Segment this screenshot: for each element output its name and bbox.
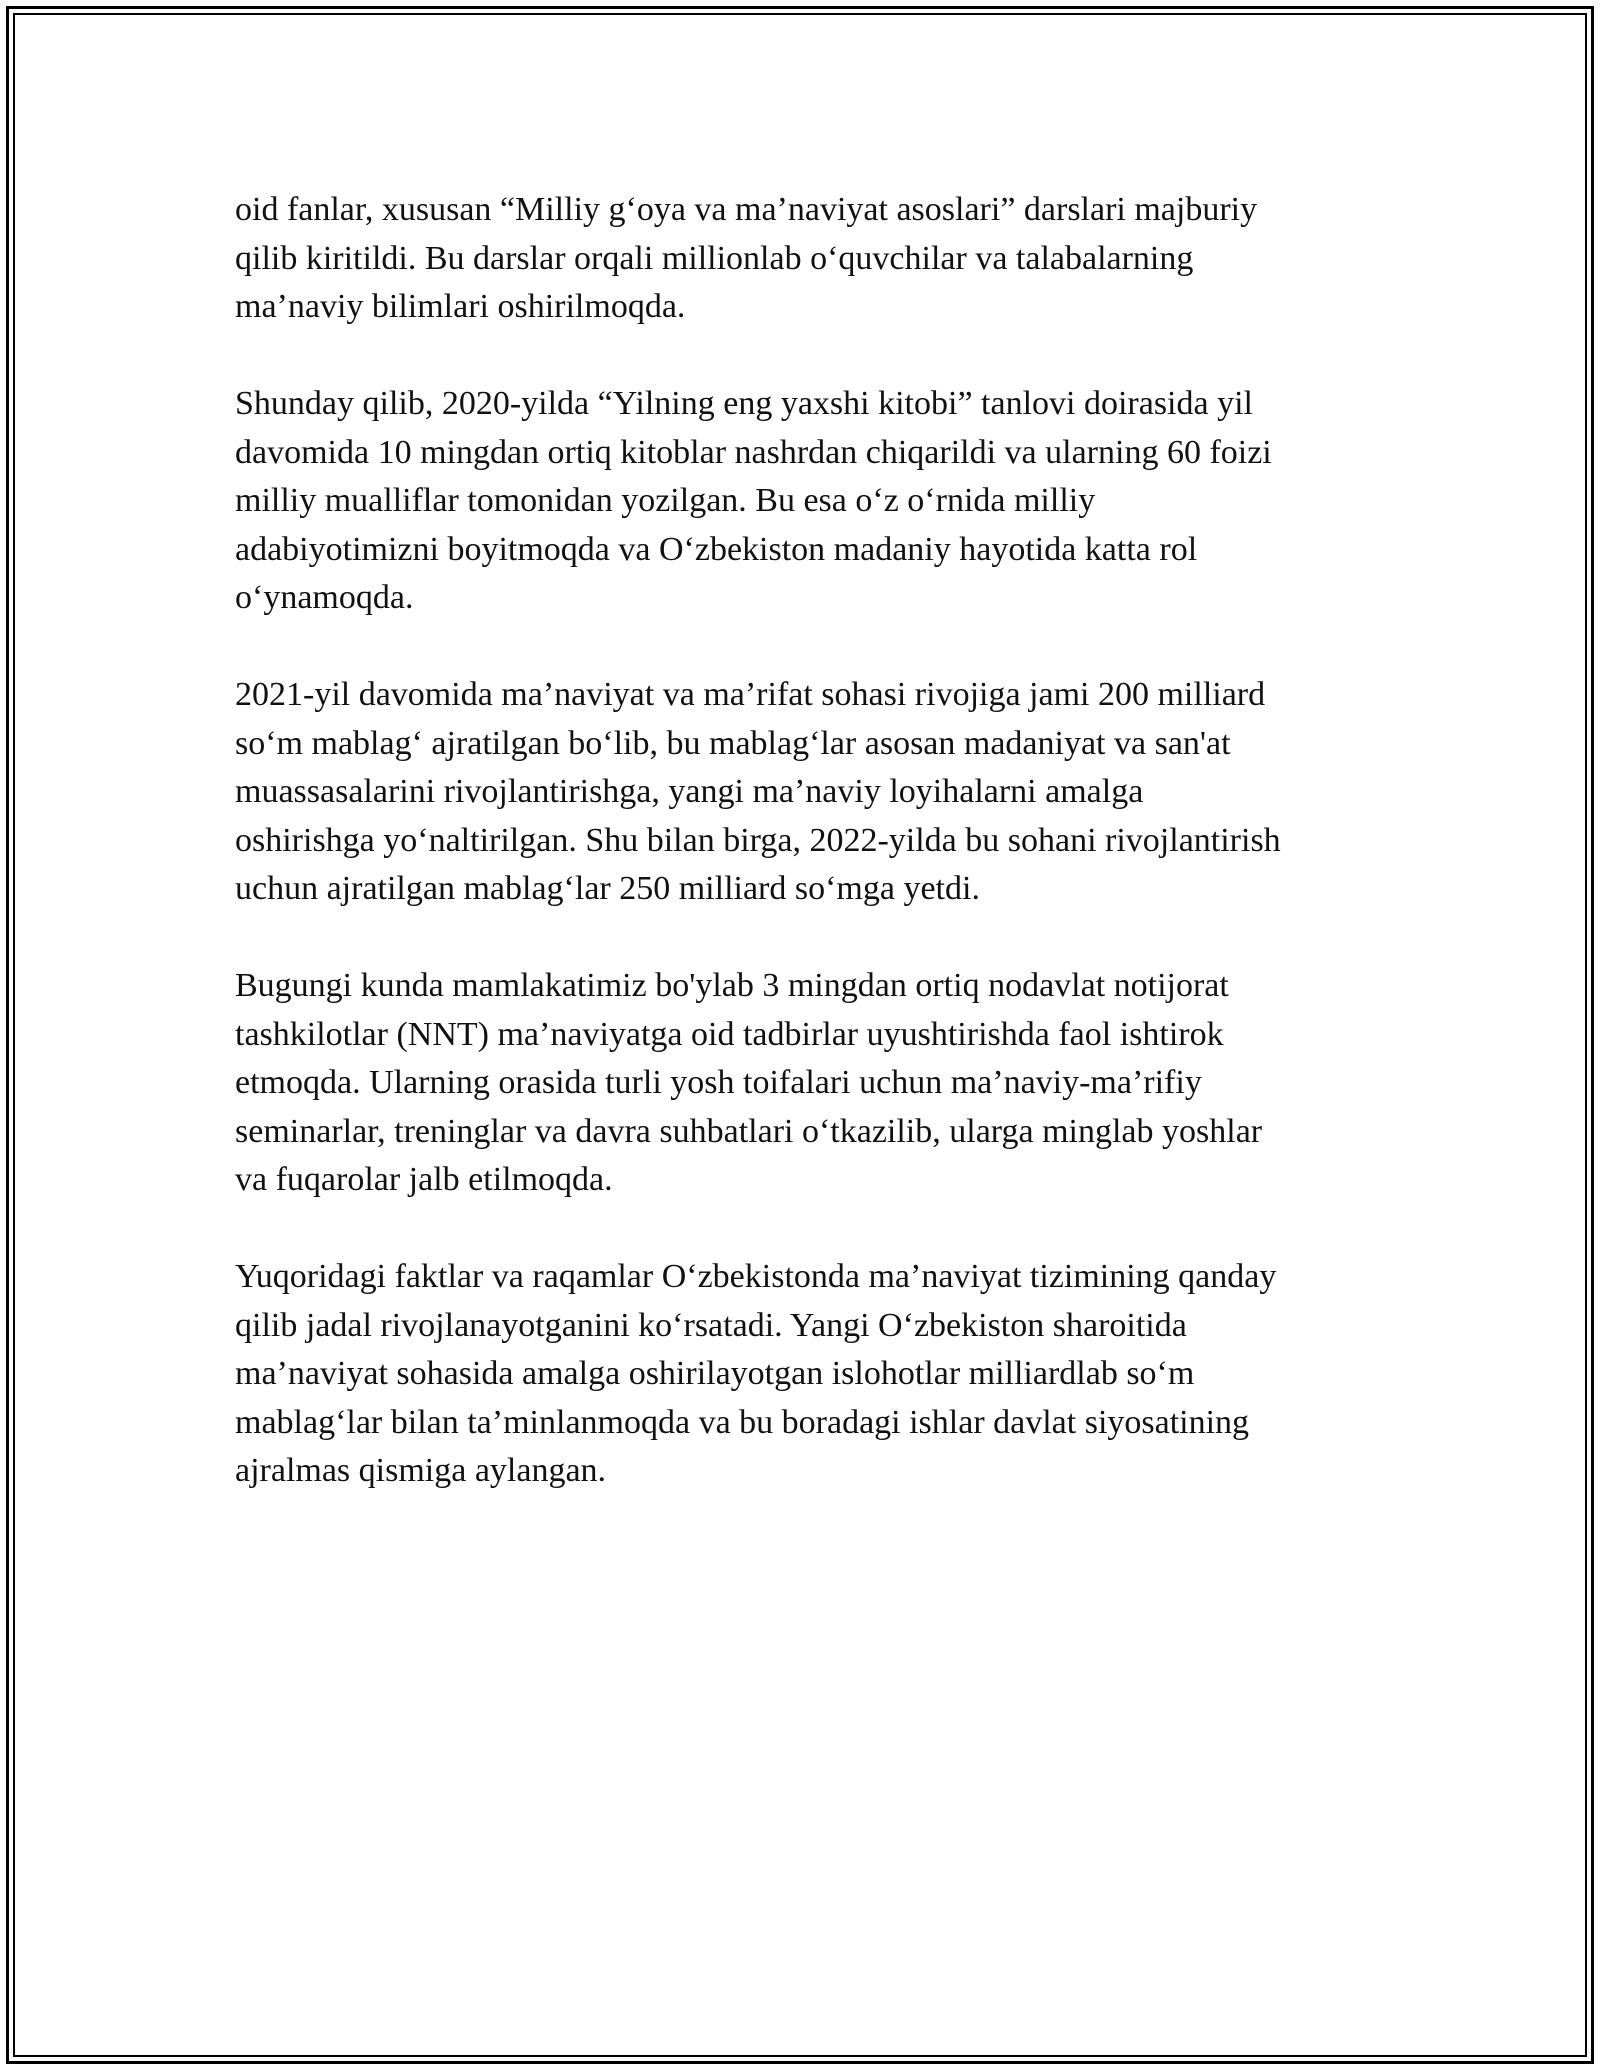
text-line: 2021-yil davomida ma’naviyat va ma’rifat sohasi rivojiga jami 200 milliard	[235, 676, 1266, 713]
text-line: milliy mualliflar tomonidan yozilgan. Bu esa o‘z o‘rnida milliy	[235, 482, 1096, 519]
text-line: qilib jadal rivojlanayotganini ko‘rsatadi. Yangi O‘zbekiston sharoitida	[235, 1306, 1187, 1344]
paragraph-2	[235, 380, 1380, 623]
text-line: ma’naviyat sohasida amalga oshirilayotgan islohotlar milliardlab so‘m	[235, 1355, 1195, 1392]
paragraph-4	[235, 962, 1380, 1205]
text-line: oid fanlar, xususan “Milliy g‘oya va ma’naviyat asoslari” darslari majburiy	[235, 191, 1258, 228]
text-line: oshirishga yo‘naltirilgan. Shu bilan birga, 2022-yilda bu sohani rivojlantirish	[235, 821, 1281, 859]
text-line: mablag‘lar bilan ta’minlanmoqda va bu boradagi ishlar davlat siyosatining	[235, 1403, 1250, 1441]
text-line: uchun ajratilgan mablag‘lar 250 milliard so‘mga yetdi.	[235, 870, 980, 907]
text-line: o‘ynamoqda.	[235, 579, 414, 616]
text-line: Shunday qilib, 2020-yilda “Yilning eng yaxshi kitobi” tanlovi doirasida yil	[235, 385, 1253, 422]
text-line: qilib kiritildi. Bu darslar orqali millionlab o‘quvchilar va talabalarning	[235, 239, 1194, 277]
text-line: davomida 10 mingdan ortiq kitoblar nashrdan chiqarildi va ularning 60 foizi	[235, 433, 1272, 471]
text-line: tashkilotlar (NNT) ma’naviyatga oid tadbirlar uyushtirishda faol ishtirok	[235, 1015, 1224, 1053]
text-line: va fuqarolar jalb etilmoqda.	[235, 1161, 613, 1198]
paragraph-5	[235, 1253, 1380, 1496]
document-body	[235, 186, 1380, 1544]
paragraph-1	[235, 186, 1380, 332]
text-line: ma’naviy bilimlari oshirilmoqda.	[235, 288, 686, 325]
text-line: etmoqda. Ularning orasida turli yosh toifalari uchun ma’naviy-ma’rifiy	[235, 1064, 1202, 1101]
text-line: muassasalarini rivojlantirishga, yangi ma’naviy loyihalarni amalga	[235, 773, 1144, 810]
text-line: so‘m mablag‘ ajratilgan bo‘lib, bu mablag‘lar asosan madaniyat va san'at	[235, 724, 1231, 762]
text-line: ajralmas qismiga aylangan.	[235, 1452, 607, 1489]
text-line: seminarlar, treninglar va davra suhbatlari o‘tkazilib, ularga minglab yoshlar	[235, 1112, 1263, 1150]
text-line: Yuqoridagi faktlar va raqamlar O‘zbekistonda ma’naviyat tizimining qanday	[235, 1258, 1277, 1295]
paragraph-3	[235, 671, 1380, 914]
text-line: Bugungi kunda mamlakatimiz bo'ylab 3 mingdan ortiq nodavlat notijorat	[235, 967, 1229, 1004]
text-line: adabiyotimizni boyitmoqda va O‘zbekiston madaniy hayotida katta rol	[235, 530, 1198, 568]
